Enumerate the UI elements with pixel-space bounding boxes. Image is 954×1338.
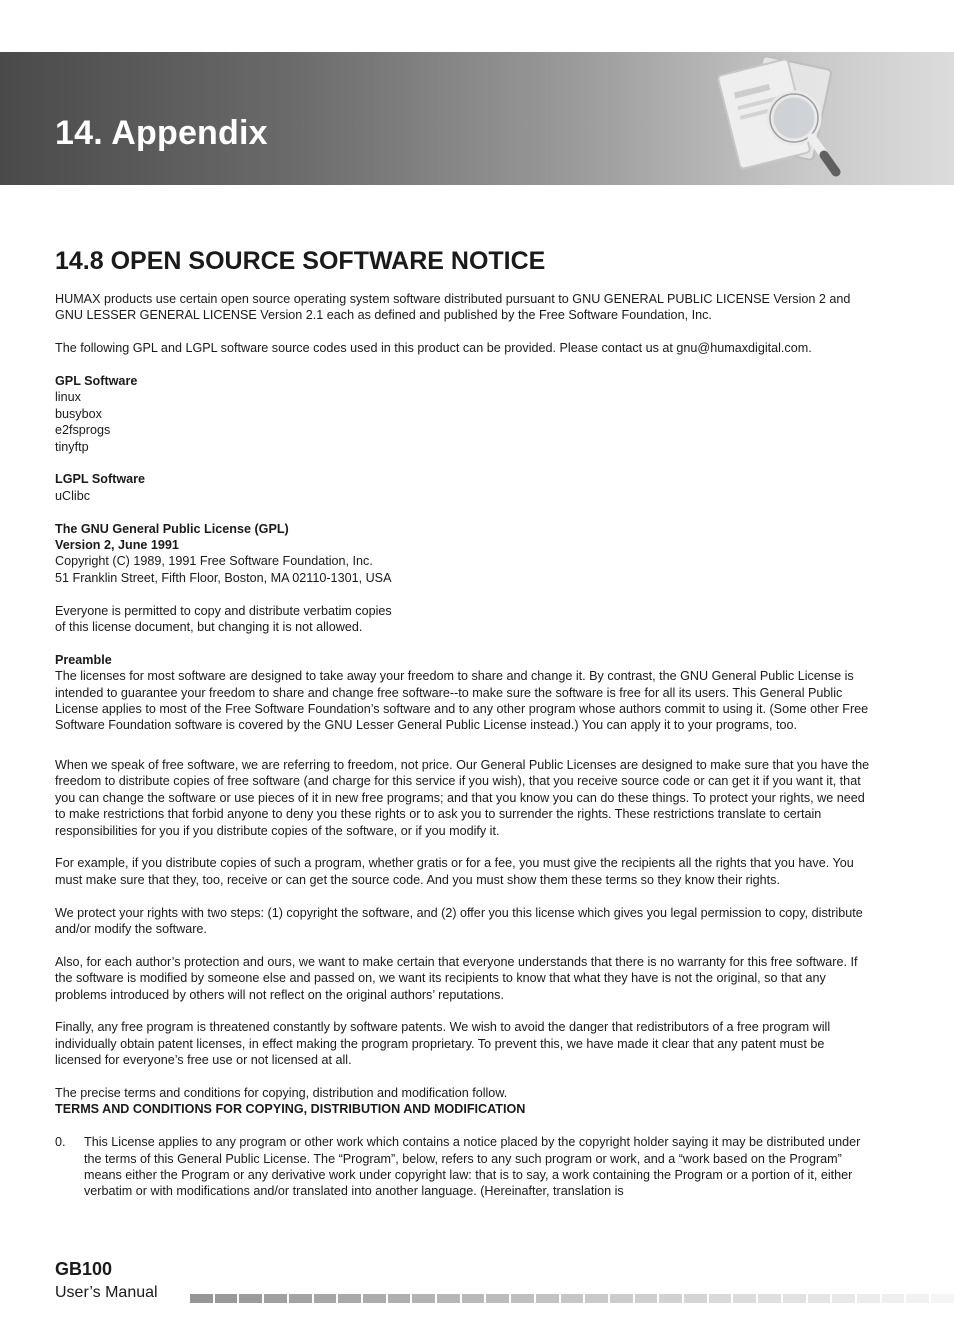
footer-bar-segment (388, 1294, 411, 1303)
footer-bar-segment (462, 1294, 485, 1303)
footer-bar-segment (215, 1294, 238, 1303)
gpl-software-list (55, 373, 870, 455)
footer-bar-segment (709, 1294, 732, 1303)
document-magnifier-icon (698, 52, 868, 185)
footer-decorative-bar (190, 1294, 954, 1303)
license-address: 51 Franklin Street, Fifth Floor, Boston, MA 02110-1301, USA (55, 570, 392, 585)
preamble-paragraph: We protect your rights with two steps: (1) copyright the software, and (2) offer you this license which gives you legal permission to copy, distribute and/or modify the software. (55, 905, 863, 936)
footer-bar-segment (289, 1294, 312, 1303)
page-content (55, 245, 870, 1200)
footer-bar-segment (585, 1294, 608, 1303)
footer-bar-segment (338, 1294, 361, 1303)
footer-bar-segment (561, 1294, 584, 1303)
terms-heading: TERMS AND CONDITIONS FOR COPYING, DISTRIBUTION AND MODIFICATION (55, 1102, 526, 1117)
footer-bar-segment (931, 1294, 954, 1303)
footer-bar-segment (684, 1294, 707, 1303)
terms-item (55, 1134, 870, 1200)
license-version: Version 2, June 1991 (55, 538, 179, 553)
chapter-title: 14. Appendix (55, 114, 268, 152)
verbatim-notice (55, 603, 870, 636)
footer-bar-segment (783, 1294, 806, 1303)
list-item: tinyftp (55, 439, 89, 454)
footer-bar-segment (882, 1294, 905, 1303)
preamble-paragraph: The licenses for most software are designed to take away your freedom to share and change it. By contrast, the GNU General Public License is intended to guarantee your freedom to share and change free software--to make sure the software is free for all its users. This General Public License applies to most of the Free Software Foundation’s software and to any other program whose authors commit to using it. (Some other Free Software Foundation software is covered by the GNU Lesser General Public License instead.) You can apply it to your programs, too. (55, 669, 869, 733)
chapter-banner (0, 52, 954, 185)
gpl-heading: GPL Software (55, 374, 138, 388)
verbatim-line: Everyone is permitted to copy and distribute verbatim copies (55, 603, 392, 618)
footer-bar-segment (437, 1294, 460, 1303)
terms-item-number: 0. (55, 1135, 66, 1150)
footer-bar-segment (314, 1294, 337, 1303)
terms-intro (55, 1085, 870, 1118)
footer-bar-segment (363, 1294, 386, 1303)
preamble-heading: Preamble (55, 652, 112, 667)
terms-item-text: This License applies to any program or other work which contains a notice placed by the copyright holder saying it may be distributed under the terms of this General Public License. The “Program”, below, refers to any such program or work, and a “work based on the Program” means either the Program or any derivative work under copyright law: that is to say, a work containing the Program or a portion of it, either verbatim or with modifications and/or translated into another language. (Hereinafter, translation is (84, 1135, 861, 1199)
preamble-paragraph: The precise terms and conditions for copying, distribution and modification follow. (55, 1085, 508, 1100)
footer-bar-segment (906, 1294, 929, 1303)
footer-model: GB100 (55, 1259, 113, 1279)
footer-bar-segment (511, 1294, 534, 1303)
preamble-paragraph: When we speak of free software, we are referring to freedom, not price. Our General Public Licenses are designed to make sure that you have the freedom to distribute copies of free software (and charge for this service if you wish), that you receive source code or can get it if you want it, that you can change the software or use pieces of it in new free programs; and that you know you can do these things. To protect your rights, we need to make restrictions that forbid anyone to deny you these rights or to ask you to surrender the rights. These restrictions translate to certain responsibilities for you if you distribute copies of the software, or if you modify it. (55, 757, 870, 838)
license-header (55, 521, 870, 587)
contact-paragraph: The following GPL and LGPL software source codes used in this product can be provided. Please contact us at gnu@humaxdigital.com. (55, 341, 812, 356)
list-item: linux (55, 390, 81, 405)
footer-bar-segment (659, 1294, 682, 1303)
footer-subtitle: User’s Manual (55, 1284, 158, 1301)
footer-bar-segment (857, 1294, 880, 1303)
footer-bar-segment (536, 1294, 559, 1303)
preamble-paragraph: Finally, any free program is threatened constantly by software patents. We wish to avoid the danger that redistributors of a free program will individually obtain patent licenses, in effect making the program proprietary. To prevent this, we have made it clear that any patent must be licensed for everyone’s free use or not licensed at all. (55, 1020, 831, 1068)
footer-bar-segment (635, 1294, 658, 1303)
verbatim-line: of this license document, but changing it is not allowed. (55, 620, 363, 635)
footer-bar-segment (610, 1294, 633, 1303)
footer-bar-segment (239, 1294, 262, 1303)
preamble-block (55, 652, 870, 734)
footer-bar-segment (733, 1294, 756, 1303)
footer-bar-segment (758, 1294, 781, 1303)
preamble-paragraph: Also, for each author’s protection and ours, we want to make certain that everyone understands that there is no warranty for this free software. If the software is modified by someone else and passed on, we want its recipients to know that what they have is not the original, so that any problems introduced by others will not reflect on the original authors’ reputations. (55, 954, 858, 1002)
section-title: 14.8 OPEN SOURCE SOFTWARE NOTICE (55, 247, 546, 275)
footer-bar-segment (412, 1294, 435, 1303)
lgpl-software-list (55, 471, 870, 504)
license-copyright: Copyright (C) 1989, 1991 Free Software Foundation, Inc. (55, 554, 373, 569)
footer-bar-segment (190, 1294, 213, 1303)
footer-bar-segment (264, 1294, 287, 1303)
intro-paragraph: HUMAX products use certain open source operating system software distributed pursuant to GNU GENERAL PUBLIC LICENSE Version 2 and GNU LESSER GENERAL LICENSE Version 2.1 each as defined and published by the Free Software Foundation, Inc. (55, 292, 851, 323)
license-title: The GNU General Public License (GPL) (55, 521, 289, 536)
lgpl-heading: LGPL Software (55, 472, 146, 487)
list-item: busybox (55, 406, 102, 421)
list-item: e2fsprogs (55, 423, 111, 438)
list-item: uClibc (55, 488, 90, 503)
footer-bar-segment (486, 1294, 509, 1303)
footer-bar-segment (808, 1294, 831, 1303)
preamble-paragraph: For example, if you distribute copies of such a program, whether gratis or for a fee, you must give the recipients all the rights that you have. You must make sure that they, too, receive or can get the source code. And you must show them these terms so they know their rights. (55, 856, 854, 887)
footer-bar-segment (832, 1294, 855, 1303)
